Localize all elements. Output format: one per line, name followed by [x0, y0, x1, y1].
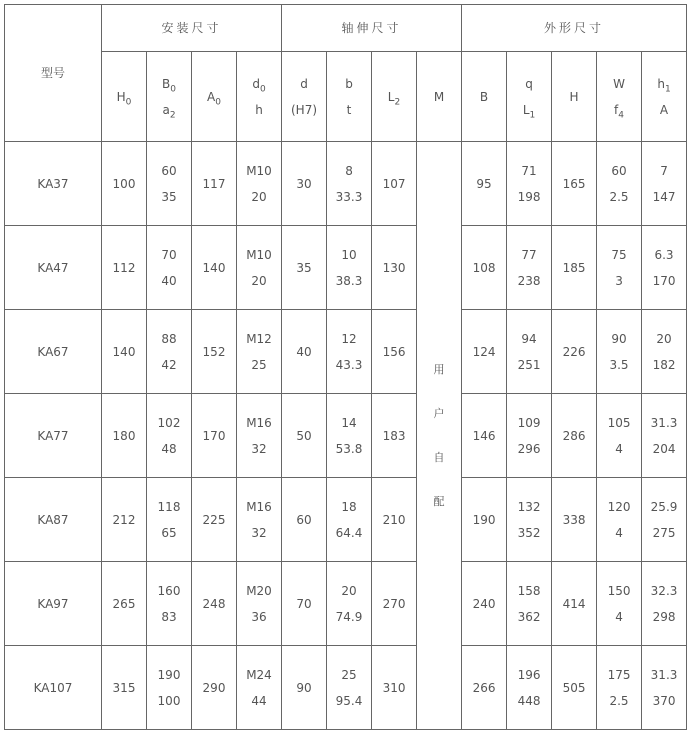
table-row — [5, 226, 687, 310]
cell-value-t: 74.9 — [335, 609, 363, 624]
cell-value-W: 75 — [611, 247, 627, 262]
cell-value-d0: M20 — [246, 583, 272, 598]
cell-B0-a2 — [147, 226, 192, 310]
m-char: 户 — [433, 406, 445, 420]
cell-W-f4 — [597, 646, 642, 730]
cell-B0-a2 — [147, 394, 192, 478]
cell-value-a2: 65 — [161, 525, 177, 540]
cell-value-A: 147 — [652, 189, 676, 204]
cell-B: 124 — [462, 310, 507, 394]
cell-H0: 212 — [102, 478, 147, 562]
cell-value-W: 150 — [607, 583, 631, 598]
cell-value-A: 275 — [652, 525, 676, 540]
cell-value-B0: 60 — [161, 163, 177, 178]
cell-value-d0: M10 — [246, 247, 272, 262]
table-row — [5, 478, 687, 562]
cell-B: 108 — [462, 226, 507, 310]
cell-b-t — [327, 562, 372, 646]
cell-H: 165 — [552, 142, 597, 226]
sub-header-row — [5, 52, 687, 142]
col-header-B0-a2: $B_0$ $a_2$ — [147, 52, 192, 142]
cell-b-t — [327, 394, 372, 478]
cell-B: 95 — [462, 142, 507, 226]
cell-q-L1 — [507, 142, 552, 226]
cell-d: 30 — [282, 142, 327, 226]
cell-B: 240 — [462, 562, 507, 646]
cell-value-d0: M12 — [246, 331, 272, 346]
cell-H0: 112 — [102, 226, 147, 310]
cell-value-B0: 88 — [161, 331, 177, 346]
table-row — [5, 310, 687, 394]
cell-value-t: 53.8 — [335, 441, 363, 456]
cell-value-q: 196 — [517, 667, 541, 682]
cell-h1-A — [642, 310, 687, 394]
cell-value-b: 25 — [341, 667, 357, 682]
cell-W-f4 — [597, 562, 642, 646]
cell-value-f4: 3.5 — [609, 357, 629, 372]
cell-value-f4: 4 — [615, 525, 623, 540]
cell-h1-A — [642, 226, 687, 310]
cell-value-t: 33.3 — [335, 189, 363, 204]
cell-h1-A — [642, 562, 687, 646]
cell-b-t — [327, 142, 372, 226]
cell-value-h1: 6.3 — [654, 247, 674, 262]
group-install-header: 安装尺寸 — [102, 5, 282, 52]
cell-value-q: 109 — [517, 415, 541, 430]
cell-value-q: 77 — [521, 247, 537, 262]
cell-value-f4: 4 — [615, 441, 623, 456]
cell-value-h: 25 — [251, 357, 267, 372]
cell-q-L1 — [507, 562, 552, 646]
cell-value-h1: 31.3 — [650, 415, 678, 430]
cell-L2: 107 — [372, 142, 417, 226]
cell-H: 505 — [552, 646, 597, 730]
cell-value-f4: 3 — [615, 273, 623, 288]
cell-d0-h — [237, 394, 282, 478]
cell-W-f4 — [597, 394, 642, 478]
cell-M-merged — [417, 142, 462, 730]
col-header-M: M — [417, 52, 462, 142]
cell-B0-a2 — [147, 646, 192, 730]
cell-value-A: 182 — [652, 357, 676, 372]
cell-A0: 140 — [192, 226, 237, 310]
cell-L2: 310 — [372, 646, 417, 730]
cell-value-a2: 40 — [161, 273, 177, 288]
cell-value-f4: 4 — [615, 609, 623, 624]
col-header-L2: $L_2$ — [372, 52, 417, 142]
cell-q-L1 — [507, 226, 552, 310]
cell-H0: 315 — [102, 646, 147, 730]
cell-q-L1 — [507, 394, 552, 478]
cell-value-d0: M24 — [246, 667, 272, 682]
cell-B: 190 — [462, 478, 507, 562]
table-row — [5, 394, 687, 478]
cell-value-L1: 362 — [517, 609, 541, 624]
cell-value-q: 71 — [521, 163, 537, 178]
cell-model: KA47 — [5, 226, 102, 310]
cell-b-t — [327, 478, 372, 562]
cell-value-b: 12 — [341, 331, 357, 346]
cell-B0-a2 — [147, 562, 192, 646]
cell-value-h: 36 — [251, 609, 267, 624]
cell-H0: 265 — [102, 562, 147, 646]
cell-d: 40 — [282, 310, 327, 394]
col-header-H0: $H_0$ — [102, 52, 147, 142]
cell-L2: 183 — [372, 394, 417, 478]
cell-d0-h — [237, 562, 282, 646]
cell-value-W: 90 — [611, 331, 627, 346]
cell-value-L1: 251 — [517, 357, 541, 372]
cell-B: 146 — [462, 394, 507, 478]
col-header-d-h7: d (H7) — [282, 52, 327, 142]
cell-value-L1: 198 — [517, 189, 541, 204]
cell-B0-a2 — [147, 478, 192, 562]
cell-value-L1: 238 — [517, 273, 541, 288]
cell-value-a2: 35 — [161, 189, 177, 204]
cell-W-f4 — [597, 310, 642, 394]
cell-value-a2: 42 — [161, 357, 177, 372]
group-shaft-header: 轴伸尺寸 — [282, 5, 462, 52]
cell-d: 35 — [282, 226, 327, 310]
cell-model: KA107 — [5, 646, 102, 730]
cell-model: KA87 — [5, 478, 102, 562]
cell-A0: 225 — [192, 478, 237, 562]
group-outline-header: 外形尺寸 — [462, 5, 687, 52]
cell-A0: 152 — [192, 310, 237, 394]
col-header-b-t: b t — [327, 52, 372, 142]
cell-A0: 248 — [192, 562, 237, 646]
cell-W-f4 — [597, 142, 642, 226]
cell-value-B0: 160 — [157, 583, 181, 598]
cell-d: 70 — [282, 562, 327, 646]
cell-H0: 140 — [102, 310, 147, 394]
cell-value-A: 370 — [652, 693, 676, 708]
cell-value-t: 95.4 — [335, 693, 363, 708]
cell-value-h: 44 — [251, 693, 267, 708]
cell-value-t: 43.3 — [335, 357, 363, 372]
cell-L2: 156 — [372, 310, 417, 394]
cell-A0: 117 — [192, 142, 237, 226]
cell-value-B0: 102 — [157, 415, 181, 430]
cell-B0-a2 — [147, 142, 192, 226]
col-header-B: B — [462, 52, 507, 142]
cell-q-L1 — [507, 646, 552, 730]
dimension-table — [4, 4, 687, 730]
cell-value-W: 120 — [607, 499, 631, 514]
cell-value-a2: 100 — [157, 693, 181, 708]
cell-H: 185 — [552, 226, 597, 310]
col-header-W-f4: W $f_4$ — [597, 52, 642, 142]
table-row — [5, 646, 687, 730]
cell-b-t — [327, 310, 372, 394]
cell-value-A: 204 — [652, 441, 676, 456]
cell-model: KA77 — [5, 394, 102, 478]
cell-b-t — [327, 646, 372, 730]
cell-value-d0: M16 — [246, 499, 272, 514]
cell-value-L1: 352 — [517, 525, 541, 540]
cell-value-q: 158 — [517, 583, 541, 598]
cell-L2: 210 — [372, 478, 417, 562]
cell-value-t: 38.3 — [335, 273, 363, 288]
cell-h1-A — [642, 478, 687, 562]
table-row — [5, 562, 687, 646]
m-char: 用 — [433, 362, 445, 376]
cell-A0: 170 — [192, 394, 237, 478]
cell-value-q: 94 — [521, 331, 537, 346]
cell-h1-A — [642, 142, 687, 226]
cell-B: 266 — [462, 646, 507, 730]
cell-H0: 180 — [102, 394, 147, 478]
cell-d: 60 — [282, 478, 327, 562]
cell-value-d0: M16 — [246, 415, 272, 430]
cell-H: 338 — [552, 478, 597, 562]
cell-value-b: 10 — [341, 247, 357, 262]
cell-W-f4 — [597, 478, 642, 562]
cell-B0-a2 — [147, 310, 192, 394]
cell-A0: 290 — [192, 646, 237, 730]
cell-L2: 270 — [372, 562, 417, 646]
cell-value-q: 132 — [517, 499, 541, 514]
cell-value-h1: 32.3 — [650, 583, 678, 598]
group-header-row — [5, 5, 687, 52]
cell-H: 414 — [552, 562, 597, 646]
cell-L2: 130 — [372, 226, 417, 310]
table-row — [5, 142, 687, 226]
cell-value-h1: 31.3 — [650, 667, 678, 682]
cell-value-B0: 70 — [161, 247, 177, 262]
col-header-d0-h: $d_0$ h — [237, 52, 282, 142]
cell-d0-h — [237, 310, 282, 394]
cell-value-h: 32 — [251, 525, 267, 540]
cell-value-f4: 2.5 — [609, 693, 629, 708]
cell-d0-h — [237, 226, 282, 310]
cell-value-a2: 48 — [161, 441, 177, 456]
cell-value-B0: 118 — [157, 499, 181, 514]
cell-d0-h — [237, 142, 282, 226]
col-header-q-L1: q $L_1$ — [507, 52, 552, 142]
cell-value-b: 18 — [341, 499, 357, 514]
cell-q-L1 — [507, 478, 552, 562]
cell-value-b: 20 — [341, 583, 357, 598]
cell-value-W: 105 — [607, 415, 631, 430]
cell-value-d0: M10 — [246, 163, 272, 178]
cell-value-b: 8 — [345, 163, 353, 178]
cell-q-L1 — [507, 310, 552, 394]
cell-H: 286 — [552, 394, 597, 478]
cell-model: KA67 — [5, 310, 102, 394]
col-header-A0: $A_0$ — [192, 52, 237, 142]
cell-value-L1: 296 — [517, 441, 541, 456]
cell-b-t — [327, 226, 372, 310]
cell-value-h: 20 — [251, 189, 267, 204]
cell-value-h1: 25.9 — [650, 499, 678, 514]
cell-value-h: 20 — [251, 273, 267, 288]
cell-model: KA97 — [5, 562, 102, 646]
col-header-H: H — [552, 52, 597, 142]
cell-value-t: 64.4 — [335, 525, 363, 540]
cell-H0: 100 — [102, 142, 147, 226]
cell-d: 50 — [282, 394, 327, 478]
cell-value-b: 14 — [341, 415, 357, 430]
cell-h1-A — [642, 394, 687, 478]
cell-value-f4: 2.5 — [609, 189, 629, 204]
cell-value-a2: 83 — [161, 609, 177, 624]
cell-value-h: 32 — [251, 441, 267, 456]
cell-d0-h — [237, 646, 282, 730]
cell-H: 226 — [552, 310, 597, 394]
cell-d0-h — [237, 478, 282, 562]
cell-value-W: 60 — [611, 163, 627, 178]
cell-W-f4 — [597, 226, 642, 310]
cell-value-L1: 448 — [517, 693, 541, 708]
cell-value-h1: 20 — [656, 331, 672, 346]
cell-value-h1: 7 — [660, 163, 668, 178]
cell-d: 90 — [282, 646, 327, 730]
m-char: 配 — [433, 494, 445, 508]
model-header: 型号 — [5, 5, 102, 142]
cell-value-W: 175 — [607, 667, 631, 682]
cell-value-A: 298 — [652, 609, 676, 624]
cell-model: KA37 — [5, 142, 102, 226]
cell-h1-A — [642, 646, 687, 730]
cell-value-A: 170 — [652, 273, 676, 288]
m-char: 自 — [433, 450, 445, 464]
cell-value-B0: 190 — [157, 667, 181, 682]
col-header-h1-A: $h_1$ A — [642, 52, 687, 142]
